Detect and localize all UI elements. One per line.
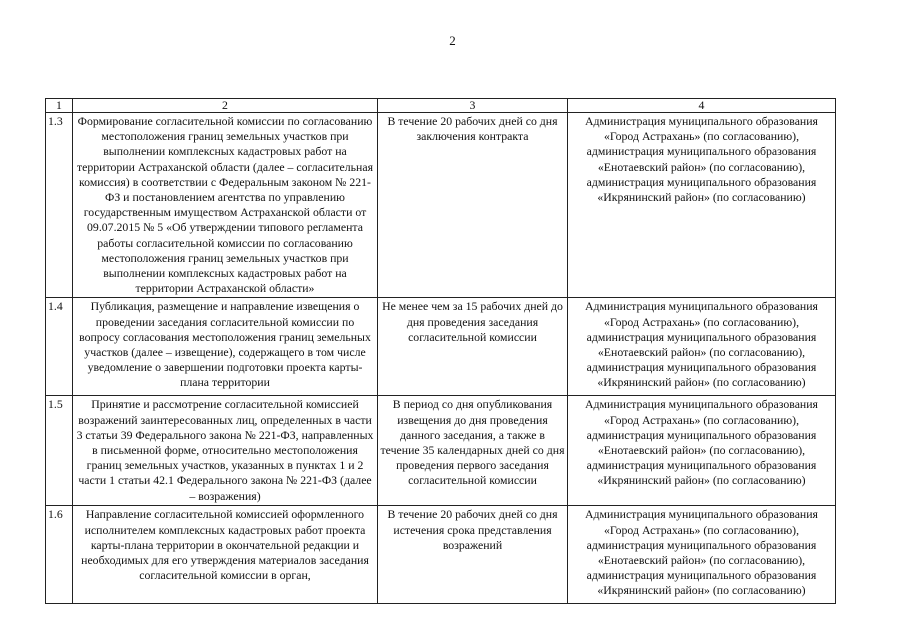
measure-deadline: В течение 20 рабочих дней со дня заключения контракта	[378, 113, 568, 298]
table-row	[46, 298, 836, 396]
measure-deadline: Не менее чем за 15 рабочих дней до дня проведения заседания согласительной комиссии	[378, 298, 568, 396]
table-row	[46, 396, 836, 506]
measure-deadline: В течение 20 рабочих дней со дня истечения срока представления возражений	[378, 506, 568, 604]
column-header-3: 3	[378, 99, 568, 113]
row-number: 1.4	[46, 298, 73, 396]
table-row	[46, 506, 836, 604]
measure-description: Направление согласительной комиссией оформленного исполнителем комплексных кадастровых работ проекта карты-плана территории в окончательной редакции и необходимых для его утверждения материалов заседания согласительной комиссии в орган,	[73, 506, 378, 604]
measure-description: Публикация, размещение и направление извещения о проведении заседания согласительной комиссии по вопросу согласования местоположения границ земельных участков (далее – извещение), содержащего в том числе уведомление о завершении подготовки проекта карты-плана территории	[73, 298, 378, 396]
row-number: 1.3	[46, 113, 73, 298]
table-header-row	[46, 99, 836, 113]
column-header-1: 1	[46, 99, 73, 113]
column-header-4: 4	[568, 99, 836, 113]
row-number: 1.5	[46, 396, 73, 506]
row-number: 1.6	[46, 506, 73, 604]
measure-responsible: Администрация муниципального образования «Город Астрахань» (по согласованию), администрация муниципального образования «Енотаевский район» (по согласованию), администрация муниципального образования «Икрянинский район» (по согласованию)	[568, 298, 836, 396]
schedule-table	[45, 98, 836, 604]
measure-deadline: В период со дня опубликования извещения до дня проведения данного заседания, а также в течение 35 календарных дней со дня проведения первого заседания согласительной комиссии	[378, 396, 568, 506]
measure-responsible: Администрация муниципального образования «Город Астрахань» (по согласованию), администрация муниципального образования «Енотаевский район» (по согласованию), администрация муниципального образования «Икрянинский район» (по согласованию)	[568, 506, 836, 604]
page-number: 2	[449, 33, 456, 48]
measure-description: Принятие и рассмотрение согласительной комиссией возражений заинтересованных лиц, определенных в части 3 статьи 39 Федерального закона № 221-ФЗ, направленных в письменной форме, относительно местоположения границ земельных участков, указанных в пунктах 1 и 2 части 1 статьи 42.1 Федерального закона № 221-ФЗ (далее – возражения)	[73, 396, 378, 506]
measure-responsible: Администрация муниципального образования «Город Астрахань» (по согласованию), администрация муниципального образования «Енотаевский район» (по согласованию), администрация муниципального образования «Икрянинский район» (по согласованию)	[568, 396, 836, 506]
table-row	[46, 113, 836, 298]
measure-description: Формирование согласительной комиссии по согласованию местоположения границ земельных участков при выполнении комплексных кадастровых работ на территории Астраханской области (далее – согласительная комиссия) в соответствии с Федеральным законом № 221-ФЗ и постановлением агентства по управлению государственным имуществом Астраханской области от 09.07.2015 № 5 «Об утверждении типового регламента работы согласительной комиссии по согласованию местоположения границ земельных участков при выполнении комплексных кадастровых работ на территории Астраханской области»	[73, 113, 378, 298]
column-header-2: 2	[73, 99, 378, 113]
measure-responsible: Администрация муниципального образования «Город Астрахань» (по согласованию), администрация муниципального образования «Енотаевский район» (по согласованию), администрация муниципального образования «Икрянинский район» (по согласованию)	[568, 113, 836, 298]
